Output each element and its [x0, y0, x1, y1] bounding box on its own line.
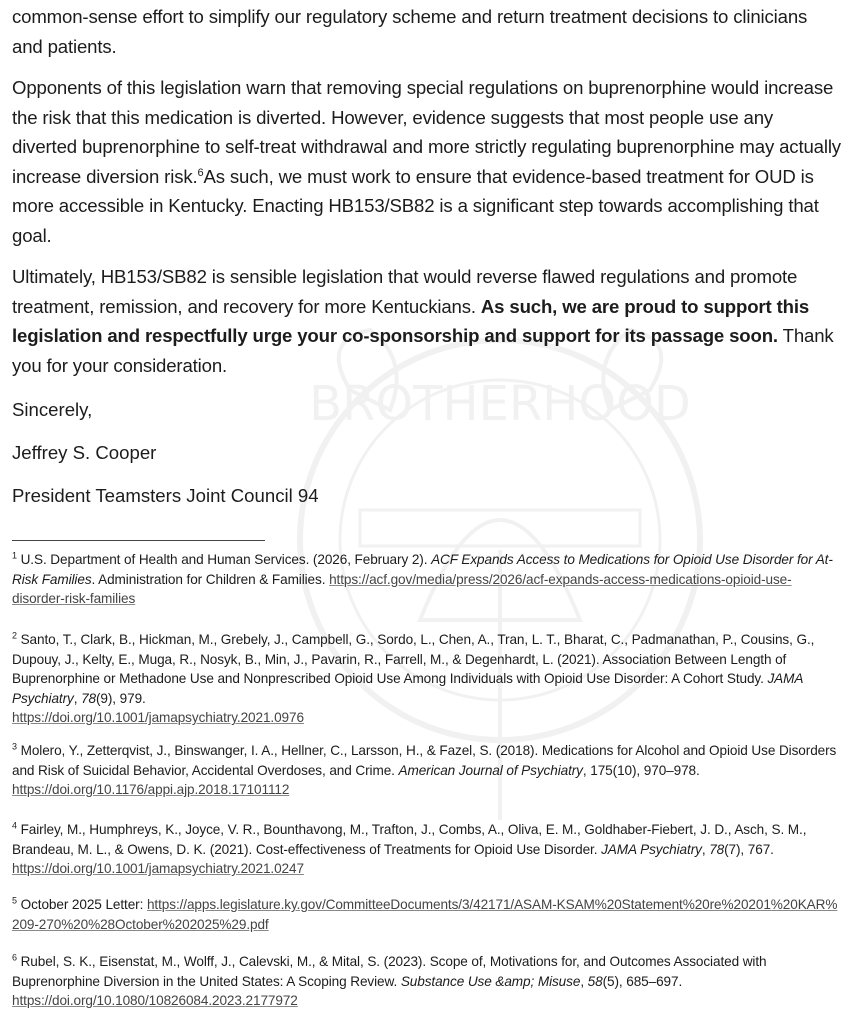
footnote-divider — [12, 540, 265, 541]
paragraph-intro-continued: common-sense effort to simplify our regulatory scheme and return treatment decisions to clinicians and patients. — [12, 6, 808, 57]
footnote-ref-6[interactable]: 6 — [197, 166, 204, 179]
footnote-3-link[interactable]: https://doi.org/10.1176/appi.ajp.2018.17101112 — [12, 782, 290, 798]
svg-text:BROTHERHOOD: BROTHERHOOD — [309, 376, 691, 432]
paragraph-opponents: Opponents of this legislation warn that removing special regulations on buprenorphine would increase the risk that this medication is diverted. However, evidence suggests that most people use any diverted buprenorphine to self-treat withdrawal and more strictly regulating buprenorphine may actually increase diversion risk.$^6$As such, we must work to ensure that evidence-based treatment for OUD is more accessible in Kentucky. Enacting HB153/SB82 is a significant step towards accomplishing that goal. — [12, 77, 841, 246]
footnote-6-link[interactable]: https://doi.org/10.1080/10826084.2023.2177972 — [12, 993, 298, 1009]
closing: Sincerely, — [12, 399, 93, 420]
footnote-4-link[interactable]: https://doi.org/10.1001/jamapsychiatry.2021.0247 — [12, 861, 304, 877]
footnote-5: $^5$ October 2025 Letter: https://apps.legislature.ky.gov/CommitteeDocuments/3/42171/ASAM-KSAM%20Statement%20re%20201%20KAR%209-270%20%28October%202025%29.pdf — [12, 895, 838, 932]
footnote-6: $^6$ Rubel, S. K., Eisenstat, M., Wolff, J., Calevski, M., & Mital, S. (2023). Scope of, Motivations for, and Outcomes Associated with Buprenorphine Diversion in the United States: A Scoping Review. Substance Use &amp; Misuse, 58(5), 685–697. https://doi.org/10.1080/10826084.2023.2177972 — [12, 952, 767, 1009]
signer-title: President Teamsters Joint Council 94 — [12, 485, 319, 506]
footnote-1-link[interactable]: https://acf.gov/media/press/2026/acf-expands-access-medications-opioid-use-disorder-risk-families — [12, 571, 792, 607]
footnote-4: $^4$ Fairley, M., Humphreys, K., Joyce, V. R., Bounthavong, M., Trafton, J., Combs, A., Oliva, E. M., Goldhaber-Fiebert, J. D., Asch, S. M., Brandeau, M. L., & Owens, D. K. (2021). Cost-effectiveness of Treatments for Opioid Use Disorder. JAMA Psychiatry, 78(7), 767. https://doi.org/10.1001/jamapsychiatry.2021.0247 — [12, 820, 807, 877]
footnote-1: $^1$ U.S. Department of Health and Human Services. (2026, February 2). ACF Expands Access to Medications for Opioid Use Disorder for At-Risk Families. Administration for Children & Families. https://acf.gov/media/press/2026/acf-expands-access-medications-opioid-use-disorder-risk-families — [12, 550, 833, 607]
support-statement: As such, we are proud to support this legislation and respectfully urge your co-sponsorship and support for its passage soon. — [12, 295, 810, 347]
footnote-2-link[interactable]: https://doi.org/10.1001/jamapsychiatry.2021.0976 — [12, 710, 304, 726]
footnote-5-link[interactable]: https://apps.legislature.ky.gov/CommitteeDocuments/3/42171/ASAM-KSAM%20Statement%20re%20201%20KAR%209-270%20%28October%202025%29.pdf — [12, 897, 838, 932]
signer-name: Jeffrey S. Cooper — [12, 442, 157, 463]
footnote-2: $^2$ Santo, T., Clark, B., Hickman, M., Grebely, J., Campbell, G., Sordo, L., Chen, A., Tran, L. T., Bharat, C., Padmanathan, P., Cousins, G., Dupouy, J., Kelty, E., Muga, R., Nosyk, B., Min, J., Pavarin, R., Farrell, M., & Degenhardt, L. (2021). Association Between Length of Buprenorphine or Methadone Use and Nonprescribed Opioid Use Among Individuals with Opioid Use Disorder: A Cohort Study. JAMA Psychiatry, 78(9), 979. https://doi.org/10.1001/jamapsychiatry.2021.0976 — [12, 630, 815, 726]
paragraph-conclusion: Ultimately, HB153/SB82 is sensible legislation that would reverse flawed regulations and promote treatment, remission, and recovery for more Kentuckians. As such, we are proud to support this legislation and respectfully urge your co-sponsorship and support for its passage soon. Thank you for your consideration. — [12, 266, 834, 376]
footnote-3: $^3$ Molero, Y., Zetterqvist, J., Binswanger, I. A., Hellner, C., Larsson, H., & Fazel, S. (2018). Medications for Alcohol and Opioid Use Disorders and Risk of Suicidal Behavior, Accidental Overdoses, and Crime. American Journal of Psychiatry, 175(10), 970–978. https://doi.org/10.1176/appi.ajp.2018.17101112 — [12, 741, 837, 798]
